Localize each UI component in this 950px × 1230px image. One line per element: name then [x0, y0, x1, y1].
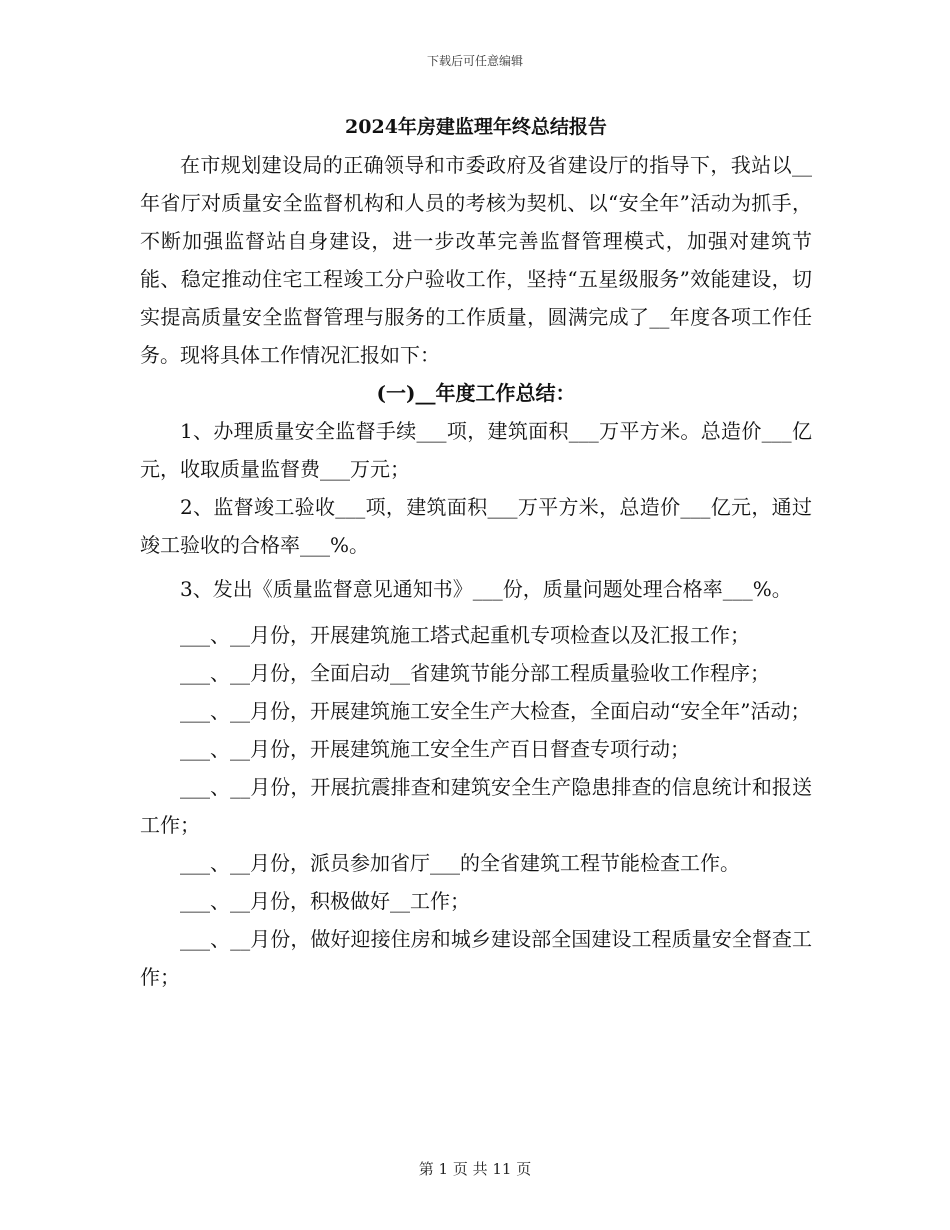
list-item: ___、__月份，开展抗震排查和建筑安全生产隐患排查的信息统计和报送工作；	[140, 775, 812, 837]
list-item: 2、监督竣工验收___项，建筑面积___万平方米，总造价___亿元，通过竣工验收的合格率___%。	[140, 495, 812, 557]
section-heading: (一)__年度工作总结：	[376, 381, 576, 405]
intro-paragraph: 在市规划建设局的正确领导和市委政府及省建设厅的指导下，我站以__年省厅对质量安全监督机构和人员的考核为契机、以“安全年”活动为抓手，不断加强监督站自身建设，进一步改革完善监督管理模式，加强对建筑节能、稳定推动住宅工程竣工分户验收工作，坚持“五星级服务”效能建设，切实提高质量安全监督管理与服务的工作质量，圆满完成了__年度各项工作任务。现将具体工作情况汇报如下：	[140, 153, 812, 367]
list-item: ___、__月份，做好迎接住房和城乡建设部全国建设工程质量安全督查工作；	[140, 927, 812, 989]
document-title: 2024年房建监理年终总结报告	[345, 116, 607, 138]
document-body	[140, 108, 812, 996]
list-item: ___、__月份，积极做好__工作；	[180, 889, 470, 913]
list-item: ___、__月份，全面启动__省建筑节能分部工程质量验收工作程序；	[180, 661, 770, 685]
list-item: 3、发出《质量监督意见通知书》___份，质量问题处理合格率___%。	[180, 577, 792, 601]
list-item: 1、办理质量安全监督手续___项，建筑面积___万平方米。总造价___亿元，收取质量监督费___万元；	[140, 419, 812, 481]
list-item: ___、__月份，派员参加省厅___的全省建筑工程节能检查工作。	[180, 851, 740, 875]
list-item: ___、__月份，开展建筑施工安全生产百日督查专项行动；	[180, 737, 690, 761]
page-footer: 第 1 页 共 11 页	[418, 1160, 532, 1178]
list-item: ___、__月份，开展建筑施工塔式起重机专项检查以及汇报工作；	[180, 623, 750, 647]
list-item: ___、__月份，开展建筑施工安全生产大检查，全面启动“安全年”活动；	[180, 699, 811, 723]
page-header: 下载后可任意编辑	[426, 54, 523, 68]
